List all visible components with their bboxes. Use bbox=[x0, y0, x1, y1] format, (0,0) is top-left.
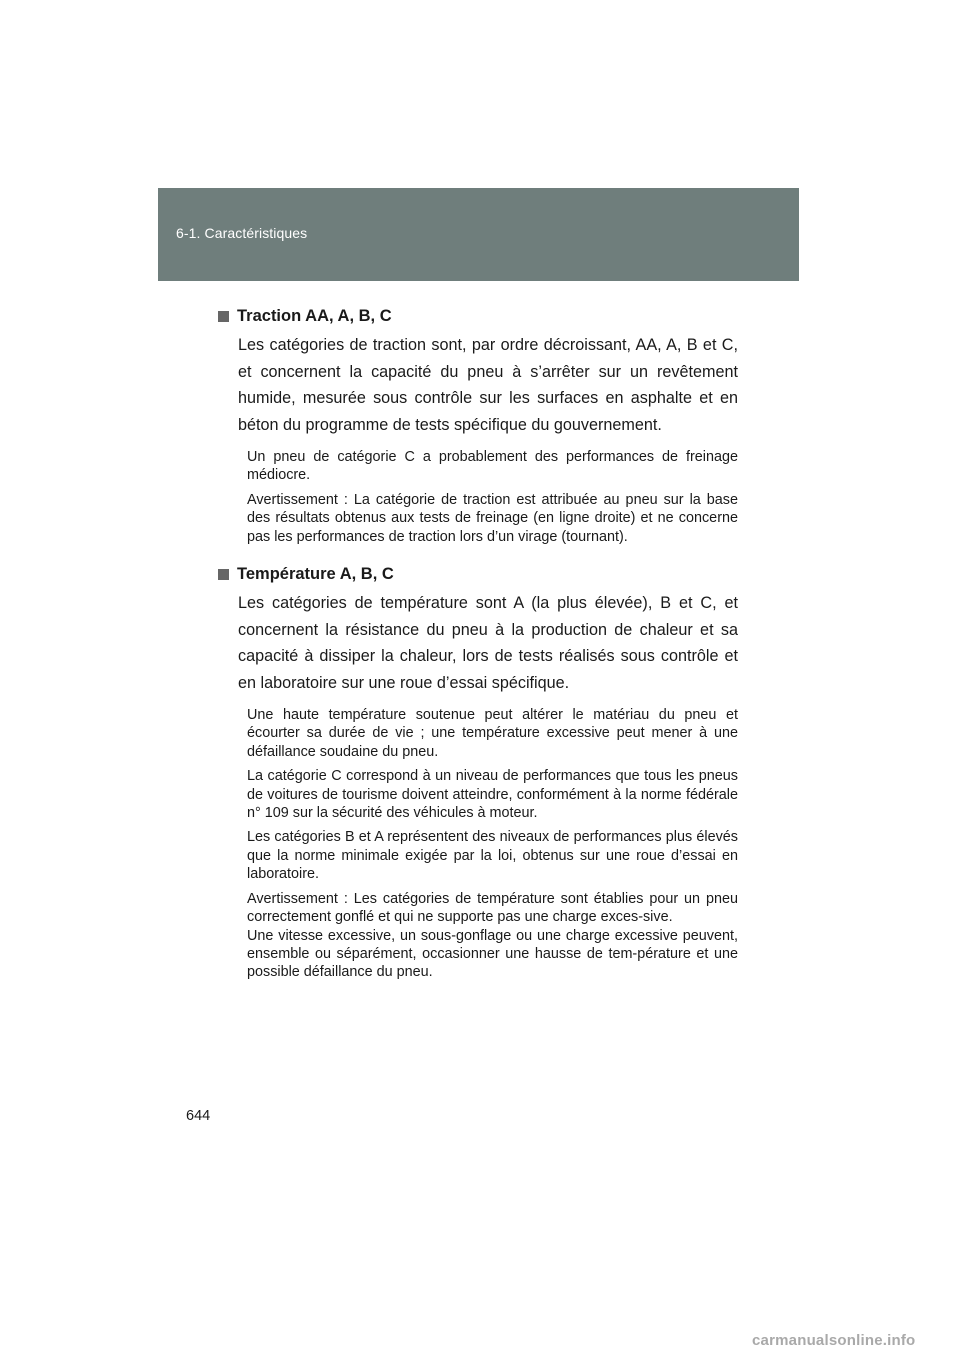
section-body-temperature: Les catégories de température sont A (la plus élevée), B et C, et concernent la résistance du pneu à la production de chaleur et sa capacité à dissiper la chaleur, lors de tests réalisés sous contrôle et en laboratoire sur une roue d’essai spécifique. bbox=[238, 594, 738, 692]
watermark-text: carmanualsonline.info bbox=[752, 1332, 916, 1349]
section-heading-text: Traction AA, A, B, C bbox=[237, 307, 392, 325]
note-paragraph: Une haute température soutenue peut altérer le matériau du pneu et écourter sa durée de vie ; une température excessive peut mener à une défaillance soudaine du pneu. bbox=[247, 707, 738, 760]
note-paragraph: Les catégories B et A représentent des niveaux de performances plus élevés que la norme minimale exigée par la loi, obtenus sur une roue d’essai en laboratoire. bbox=[247, 829, 738, 883]
page-number: 644 bbox=[186, 1108, 211, 1124]
square-bullet-icon bbox=[218, 311, 229, 322]
warning-line: Une vitesse excessive, un sous-gonflage ou une charge excessive peuvent, ensemble ou séparément, occasionner une hausse de tem-pérature et une possible défaillance du pneu. bbox=[247, 927, 738, 981]
section-heading-traction bbox=[218, 304, 738, 328]
section-body-traction: Les catégories de traction sont, par ordre décroissant, AA, A, B et C, et concernent la capacité du pneu à s’arrêter sur un revêtement humide, mesurée sous contrôle sur les surfaces en asphalte et en béton du programme de tests spécifique du gouvernement. bbox=[238, 336, 738, 434]
warning-paragraph bbox=[247, 890, 738, 982]
note-paragraph: La catégorie C correspond à un niveau de performances que tous les pneus de voitures de tourisme doivent atteindre, conformément à la norme fédérale n° 109 sur la sécurité des véhicules à moteur. bbox=[247, 768, 738, 822]
warning-paragraph: Avertissement : La catégorie de traction est attribuée au pneu sur la base des résultats obtenus aux tests de freinage (en ligne droite) et ne concerne pas les performances de traction lors d’un virage (tournant). bbox=[247, 491, 738, 545]
section-heading-text: Température A, B, C bbox=[237, 565, 394, 584]
page-content bbox=[218, 304, 738, 988]
section-label: 6-1. Caractéristiques bbox=[176, 225, 308, 241]
chapter-header-band bbox=[158, 188, 799, 281]
warning-line: Avertissement : Les catégories de température sont établies pour un pneu correctement gonflé et qui ne supporte pas une charge exces-sive. bbox=[247, 890, 738, 926]
note-paragraph: Un pneu de catégorie C a probablement des performances de freinage médiocre. bbox=[247, 449, 738, 484]
section-heading-temperature bbox=[218, 562, 738, 586]
square-bullet-icon bbox=[218, 569, 229, 580]
